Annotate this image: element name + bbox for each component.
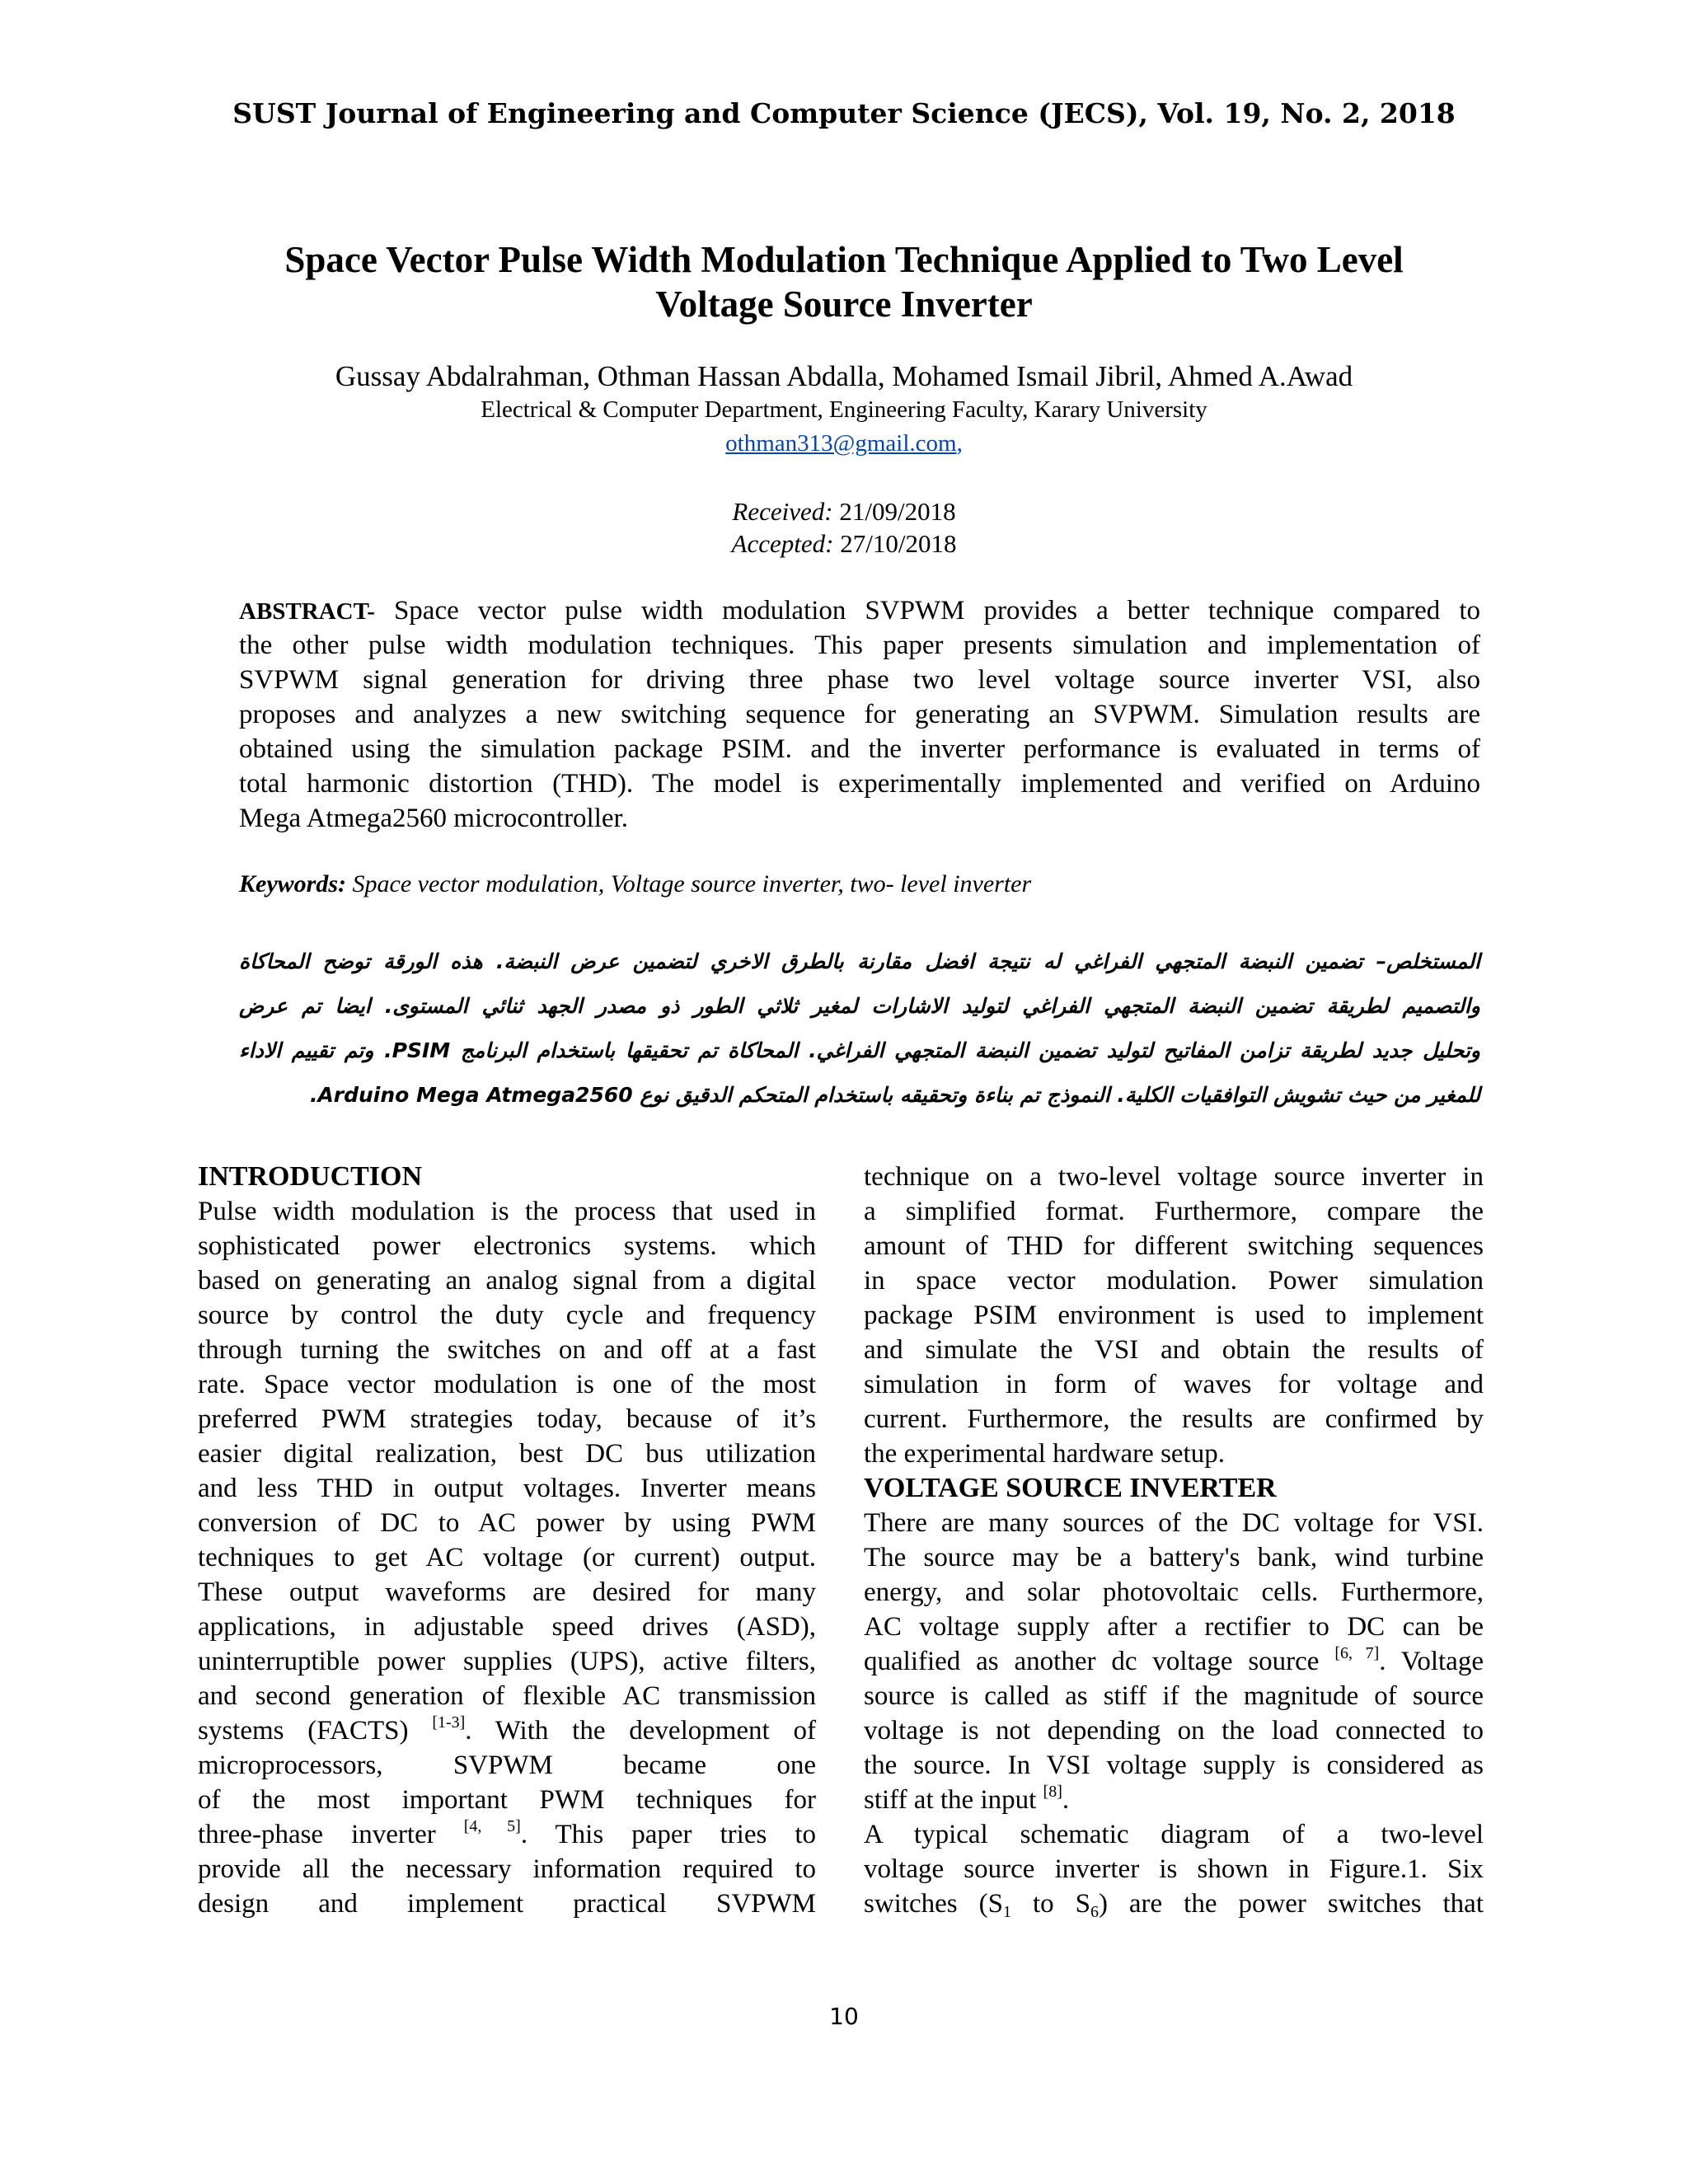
body-line: simulation in form of waves for voltage and bbox=[864, 1370, 1484, 1399]
accepted-label: Accepted: bbox=[731, 529, 834, 558]
body-line: design and implement practical SVPWM bbox=[198, 1889, 816, 1919]
body-line: conversion of DC to AC power by using PWM bbox=[198, 1508, 816, 1538]
body-text: three-phase inverter bbox=[198, 1820, 464, 1849]
abstract-line: proposes and analyzes a new switching sequence for generating an SVPWM. Simulation results are bbox=[239, 700, 1480, 729]
accepted-date bbox=[0, 529, 1688, 559]
title-line-1: Space Vector Pulse Width Modulation Technique Applied to Two Level bbox=[284, 239, 1404, 280]
abstract-lead: ABSTRACT- bbox=[239, 598, 375, 625]
arabic-abstract-line: وتحليل جديد لطريقة تزامن المفاتيح لتوليد تضمين النبضة المتجهي الفراغي. المحاكاة تم تحقيقها باستخدام البرنامج PSIM. وتم تقييم الاداء bbox=[239, 1038, 1480, 1062]
affiliation: Electrical & Computer Department, Engineering Faculty, Karary University bbox=[481, 396, 1207, 423]
body-line: Pulse width modulation is the process that used in bbox=[198, 1197, 816, 1226]
title-line-2: Voltage Source Inverter bbox=[655, 284, 1033, 325]
body-line: of the most important PWM techniques for bbox=[198, 1785, 816, 1815]
right-column bbox=[864, 1160, 1484, 1921]
body-text: . Voltage bbox=[1379, 1647, 1484, 1676]
email-trailing: , bbox=[956, 430, 963, 457]
body-line: AC voltage supply after a rectifier to DC can be bbox=[864, 1612, 1484, 1642]
body-line bbox=[864, 1644, 1484, 1679]
keywords-label: Keywords: bbox=[239, 870, 346, 898]
body-line: voltage source inverter is shown in Figure.1. Six bbox=[864, 1854, 1484, 1884]
body-line: a simplified format. Furthermore, compare the bbox=[864, 1197, 1484, 1226]
body-line: based on generating an analog signal from a digital bbox=[198, 1266, 816, 1296]
paper-title bbox=[214, 237, 1474, 326]
body-text: stiff at the input bbox=[864, 1785, 1043, 1815]
abstract-line: Mega Atmega2560 microcontroller. bbox=[239, 804, 628, 833]
abstract-line: the other pulse width modulation techniques. This paper presents simulation and implementation of bbox=[239, 630, 1480, 660]
abstract bbox=[239, 593, 1480, 836]
body-line: source by control the duty cycle and frequency bbox=[198, 1301, 816, 1330]
citation[interactable]: [6, 7] bbox=[1334, 1644, 1380, 1662]
body-line: and second generation of flexible AC transmission bbox=[198, 1681, 816, 1711]
body-text: . With the development of bbox=[465, 1716, 816, 1746]
received-date bbox=[0, 497, 1688, 527]
body-line: easier digital realization, best DC bus utilization bbox=[198, 1439, 816, 1469]
abstract-line bbox=[239, 593, 1480, 628]
body-text: . This paper tries to bbox=[520, 1820, 816, 1849]
body-line: in space vector modulation. Power simulation bbox=[864, 1266, 1484, 1296]
body-line: techniques to get AC voltage (or current) output. bbox=[198, 1543, 816, 1572]
body-line: amount of THD for different switching sequences bbox=[864, 1231, 1484, 1261]
keywords bbox=[239, 870, 1031, 898]
email-link[interactable]: othman313@gmail.com bbox=[725, 430, 957, 457]
body-line: A typical schematic diagram of a two-level bbox=[864, 1820, 1484, 1849]
body-line: There are many sources of the DC voltage for VSI. bbox=[864, 1508, 1484, 1538]
body-text: . bbox=[1062, 1785, 1070, 1815]
citation[interactable]: [8] bbox=[1043, 1783, 1062, 1801]
body-line: and less THD in output voltages. Inverter means bbox=[198, 1474, 816, 1503]
section-heading-introduction: INTRODUCTION bbox=[198, 1161, 423, 1192]
body-text: systems (FACTS) bbox=[198, 1716, 433, 1746]
body-text: switches (S bbox=[864, 1889, 1003, 1919]
arabic-abstract-line: والتصميم لطريقة تضمين النبضة المتجهي الفراغي لتوليد الاشارات لمغير ثلاثي الطور ذو مصدر الجهد ثنائي المستوى. ايضا تم عرض bbox=[239, 994, 1480, 1018]
body-line bbox=[198, 1817, 816, 1852]
journal-header: SUST Journal of Engineering and Computer Science (JECS), Vol. 19, No. 2, 2018 bbox=[232, 97, 1456, 129]
body-text: ) are the power switches that bbox=[1098, 1889, 1484, 1919]
page-number: 10 bbox=[829, 2003, 859, 2030]
abstract-line: total harmonic distortion (THD). The model is experimentally implemented and verified on Arduino bbox=[239, 769, 1480, 799]
body-line bbox=[864, 1783, 1484, 1817]
subscript: 1 bbox=[1002, 1903, 1011, 1921]
keywords-text: Space vector modulation, Voltage source inverter, two- level inverter bbox=[352, 870, 1032, 898]
citation[interactable]: [4, 5] bbox=[463, 1817, 521, 1835]
body-line: technique on a two-level voltage source inverter in bbox=[864, 1162, 1484, 1192]
arabic-abstract-line: المستخلص– تضمين النبضة المتجهي الفراغي له نتيجة افضل مقارنة بالطرق الاخري لتضمين عرض النبضة. هذه الورقة توضح المحاكاة bbox=[239, 949, 1480, 973]
body-line: current. Furthermore, the results are confirmed by bbox=[864, 1404, 1484, 1434]
body-line: package PSIM environment is used to implement bbox=[864, 1301, 1484, 1330]
body-line: the experimental hardware setup. bbox=[864, 1439, 1225, 1469]
body-line bbox=[198, 1713, 816, 1748]
body-line: and simulate the VSI and obtain the results of bbox=[864, 1335, 1484, 1365]
received-value: 21/09/2018 bbox=[839, 497, 956, 526]
citation[interactable]: [1-3] bbox=[432, 1713, 466, 1732]
arabic-abstract bbox=[239, 940, 1480, 1118]
abstract-line: obtained using the simulation package PSIM. and the inverter performance is evaluated in terms of bbox=[239, 734, 1480, 764]
author-list: Gussay Abdalrahman, Othman Hassan Abdalla, Mohamed Ismail Jibril, Ahmed A.Awad bbox=[335, 360, 1353, 392]
body-line: energy, and solar photovoltaic cells. Furthermore, bbox=[864, 1577, 1484, 1607]
accepted-value: 27/10/2018 bbox=[840, 529, 957, 558]
section-heading-vsi: VOLTAGE SOURCE INVERTER bbox=[864, 1473, 1277, 1503]
body-line: sophisticated power electronics systems. which bbox=[198, 1231, 816, 1261]
body-line: uninterruptible power supplies (UPS), active filters, bbox=[198, 1647, 816, 1676]
body-line: applications, in adjustable speed drives (ASD), bbox=[198, 1612, 816, 1642]
abstract-text: Space vector pulse width modulation SVPWM provides a better technique compared to bbox=[393, 596, 1480, 626]
subscript: 6 bbox=[1090, 1903, 1099, 1921]
body-line bbox=[864, 1886, 1484, 1921]
left-column bbox=[198, 1160, 816, 1921]
received-label: Received: bbox=[732, 497, 833, 526]
body-line: The source may be a battery's bank, wind turbine bbox=[864, 1543, 1484, 1572]
body-text: to S bbox=[1010, 1889, 1090, 1919]
body-line: These output waveforms are desired for many bbox=[198, 1577, 816, 1607]
body-text: qualified as another dc voltage source bbox=[864, 1647, 1335, 1676]
body-line: through turning the switches on and off at a fast bbox=[198, 1335, 816, 1365]
body-line: provide all the necessary information required to bbox=[198, 1854, 816, 1884]
body-line: voltage is not depending on the load connected to bbox=[864, 1716, 1484, 1746]
body-line: source is called as stiff if the magnitude of source bbox=[864, 1681, 1484, 1711]
abstract-line: SVPWM signal generation for driving three phase two level voltage source inverter VSI, also bbox=[239, 665, 1480, 695]
body-line: preferred PWM strategies today, because of it’s bbox=[198, 1404, 816, 1434]
email-line bbox=[0, 430, 1688, 457]
arabic-abstract-line: للمغير من حيث تشويش التوافقيات الكلية. النموذج تم بناءة وتحقيقه باستخدام المتحكم الدقيق نوع Arduino Mega Atmega2560. bbox=[309, 1083, 1480, 1107]
body-line: rate. Space vector modulation is one of the most bbox=[198, 1370, 816, 1399]
body-line: the source. In VSI voltage supply is considered as bbox=[864, 1750, 1484, 1780]
body-line: microprocessors, SVPWM became one bbox=[198, 1750, 816, 1780]
